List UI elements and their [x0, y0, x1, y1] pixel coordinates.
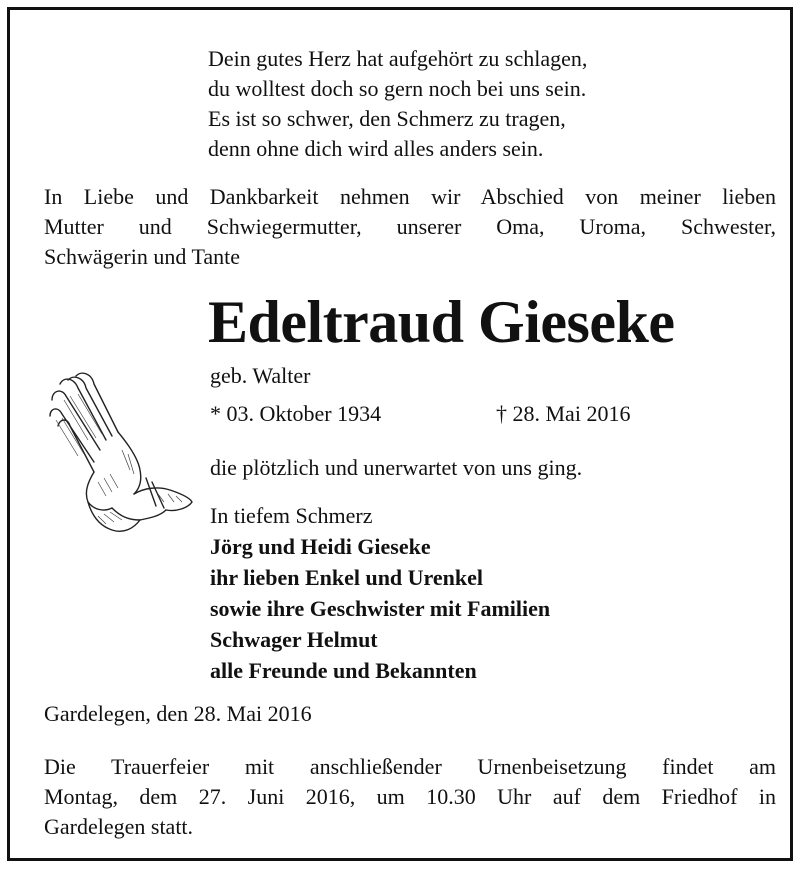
death-date: † 28. Mai 2016	[496, 401, 631, 426]
mourner-name: sowie ihre Geschwister mit Familien	[210, 596, 551, 621]
funeral-line: Gardelegen statt.	[44, 814, 194, 839]
passing-text: die plötzlich und unerwartet von uns ging.	[210, 455, 583, 480]
mourners-label: In tiefem Schmerz	[210, 503, 373, 528]
intro-line: Schwägerin und Tante	[44, 244, 241, 269]
deceased-name: Edeltraud Gieseke	[208, 289, 675, 355]
poem-line: du wolltest doch so gern noch bei uns sein.	[208, 76, 587, 101]
place-date: Gardelegen, den 28. Mai 2016	[44, 701, 312, 726]
mourner-name: Jörg und Heidi Gieseke	[210, 534, 431, 559]
funeral-info	[44, 752, 776, 842]
poem-line: Dein gutes Herz hat aufgehört zu schlagen,	[208, 46, 588, 71]
birth-date: * 03. Oktober 1934	[210, 401, 382, 426]
praying-hands-icon	[48, 370, 193, 540]
intro-paragraph	[44, 182, 776, 272]
mourners-list	[210, 500, 550, 686]
poem-line: Es ist so schwer, den Schmerz zu tragen,	[208, 106, 566, 131]
poem-line: denn ohne dich wird alles anders sein.	[208, 136, 544, 161]
funeral-line: Die Trauerfeier mit anschließender Urnenbeisetzung findet am	[44, 754, 776, 779]
intro-line: Mutter und Schwiegermutter, unserer Oma, Uroma, Schwester,	[44, 214, 776, 239]
intro-line: In Liebe und Dankbarkeit nehmen wir Abschied von meiner lieben	[44, 184, 776, 209]
mourner-name: ihr lieben Enkel und Urenkel	[210, 565, 484, 590]
poem	[208, 44, 587, 164]
funeral-line: Montag, dem 27. Juni 2016, um 10.30 Uhr auf dem Friedhof in	[44, 784, 776, 809]
mourner-name: Schwager Helmut	[210, 627, 378, 652]
birth-name: geb. Walter	[210, 363, 311, 388]
mourner-name: alle Freunde und Bekannten	[210, 658, 477, 683]
obituary-notice	[7, 7, 793, 861]
